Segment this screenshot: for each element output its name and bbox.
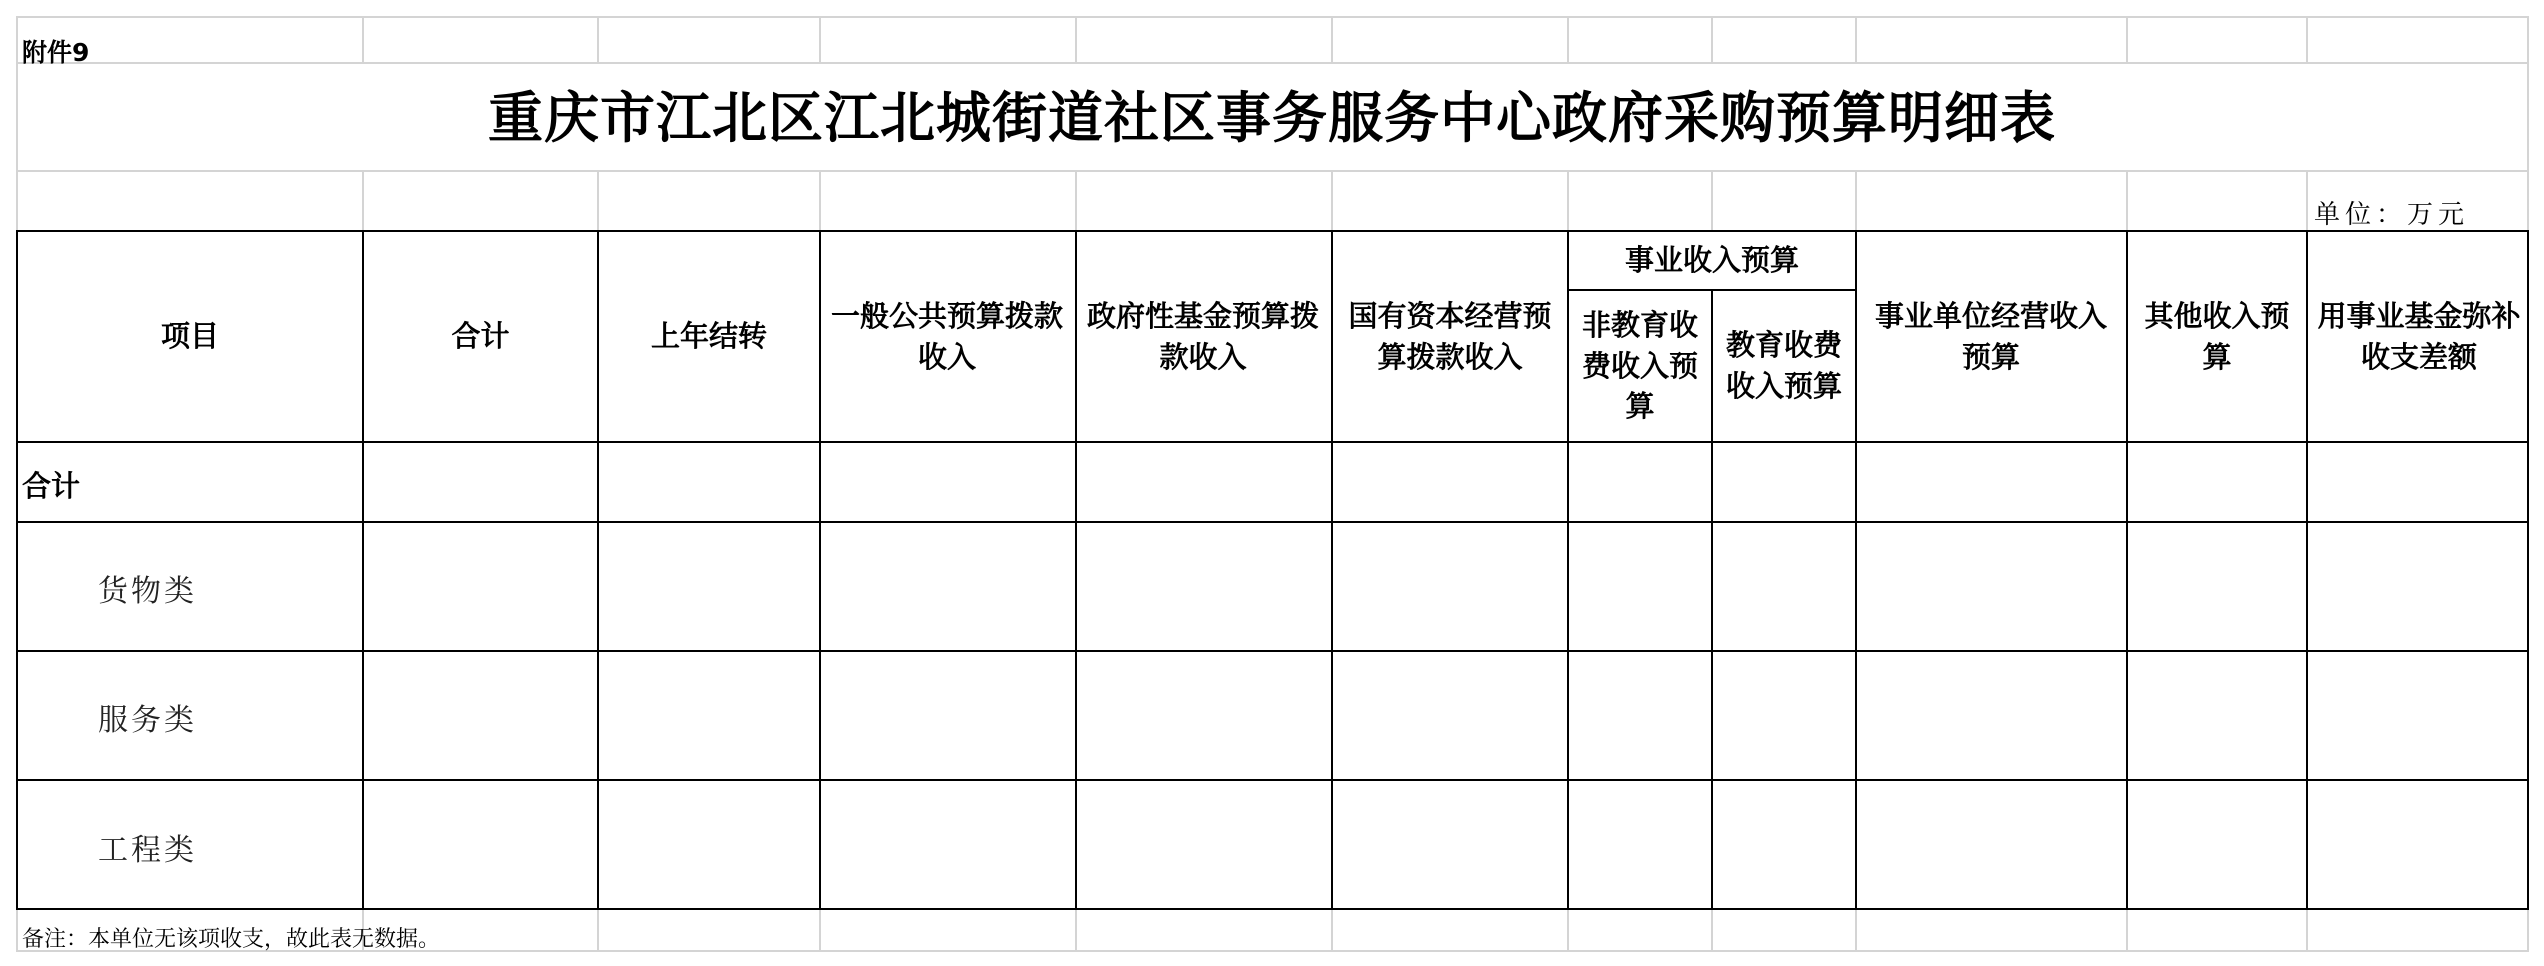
gridline: [1331, 16, 1333, 62]
table-border: [2126, 230, 2128, 910]
table-border: [16, 779, 2528, 781]
gridline: [2306, 16, 2308, 62]
header-gov-fund: 政府性基金预算拨款收入: [1086, 298, 1319, 374]
row-label-engineering: 工程类: [98, 833, 197, 868]
gridline: [2306, 910, 2308, 952]
gridline: [597, 910, 599, 952]
table-border: [1855, 230, 1857, 910]
gridline: [1855, 172, 1857, 232]
row-label-total: 合计: [22, 469, 81, 503]
row-label-goods: 货物类: [98, 574, 197, 609]
gridline: [597, 16, 599, 62]
gridline: [1075, 172, 1077, 232]
gridline: [819, 910, 821, 952]
table-border: [16, 908, 2528, 910]
gridline: [1711, 910, 1713, 952]
gridline: [16, 170, 2528, 172]
table-border: [2306, 230, 2308, 910]
table-border: [819, 230, 821, 910]
header-non-edu-fee: 非教育收费收入预算: [1581, 308, 1698, 424]
attachment-label: 附件9: [22, 38, 90, 67]
row-label-services: 服务类: [98, 703, 197, 738]
table-border: [16, 521, 2528, 523]
gridline: [1567, 172, 1569, 232]
header-career-income: 事业收入预算: [1624, 243, 1799, 278]
gridline: [1075, 16, 1077, 62]
gridline: [16, 16, 2528, 18]
gridline: [1567, 16, 1569, 62]
gridline: [1711, 172, 1713, 232]
footnote: 备注：本单位无该项收支，故此表无数据。: [22, 927, 441, 952]
table-border: [1331, 230, 1333, 910]
table-border: [1711, 289, 1713, 910]
header-other-income: 其他收入预算: [2144, 298, 2290, 374]
gridline: [362, 16, 364, 62]
header-general-budget: 一般公共预算拨款收入: [830, 298, 1063, 374]
table-border: [16, 650, 2528, 652]
header-carryover: 上年结转: [650, 319, 767, 354]
page-title: 重庆市江北区江北城街道社区事务服务中心政府采购预算明细表: [487, 84, 2056, 150]
gridline: [1855, 910, 1857, 952]
gridline: [1855, 16, 1857, 62]
header-state-capital: 国有资本经营预算拨款收入: [1348, 298, 1552, 374]
header-edu-fee: 教育收费收入预算: [1725, 328, 1842, 403]
unit-label: 单位：万元: [2314, 200, 2470, 230]
gridline: [2126, 172, 2128, 232]
gridline: [1075, 910, 1077, 952]
header-project: 项目: [160, 319, 219, 354]
table-border: [2527, 230, 2529, 910]
gridline: [1711, 16, 1713, 62]
gridline: [819, 172, 821, 232]
table-border: [1075, 230, 1077, 910]
table-border: [1567, 230, 1569, 910]
gridline: [362, 172, 364, 232]
header-total: 合计: [451, 319, 510, 354]
gridline: [819, 16, 821, 62]
gridline: [1331, 172, 1333, 232]
gridline: [597, 172, 599, 232]
table-border: [16, 441, 2528, 443]
gridline: [2126, 910, 2128, 952]
header-fund-balance: 用事业基金弥补收支差额: [2317, 298, 2521, 374]
gridline: [2306, 172, 2308, 232]
gridline: [2126, 16, 2128, 62]
gridline: [1567, 910, 1569, 952]
gridline: [1331, 910, 1333, 952]
header-operating-income: 事业单位经营收入预算: [1874, 298, 2107, 374]
